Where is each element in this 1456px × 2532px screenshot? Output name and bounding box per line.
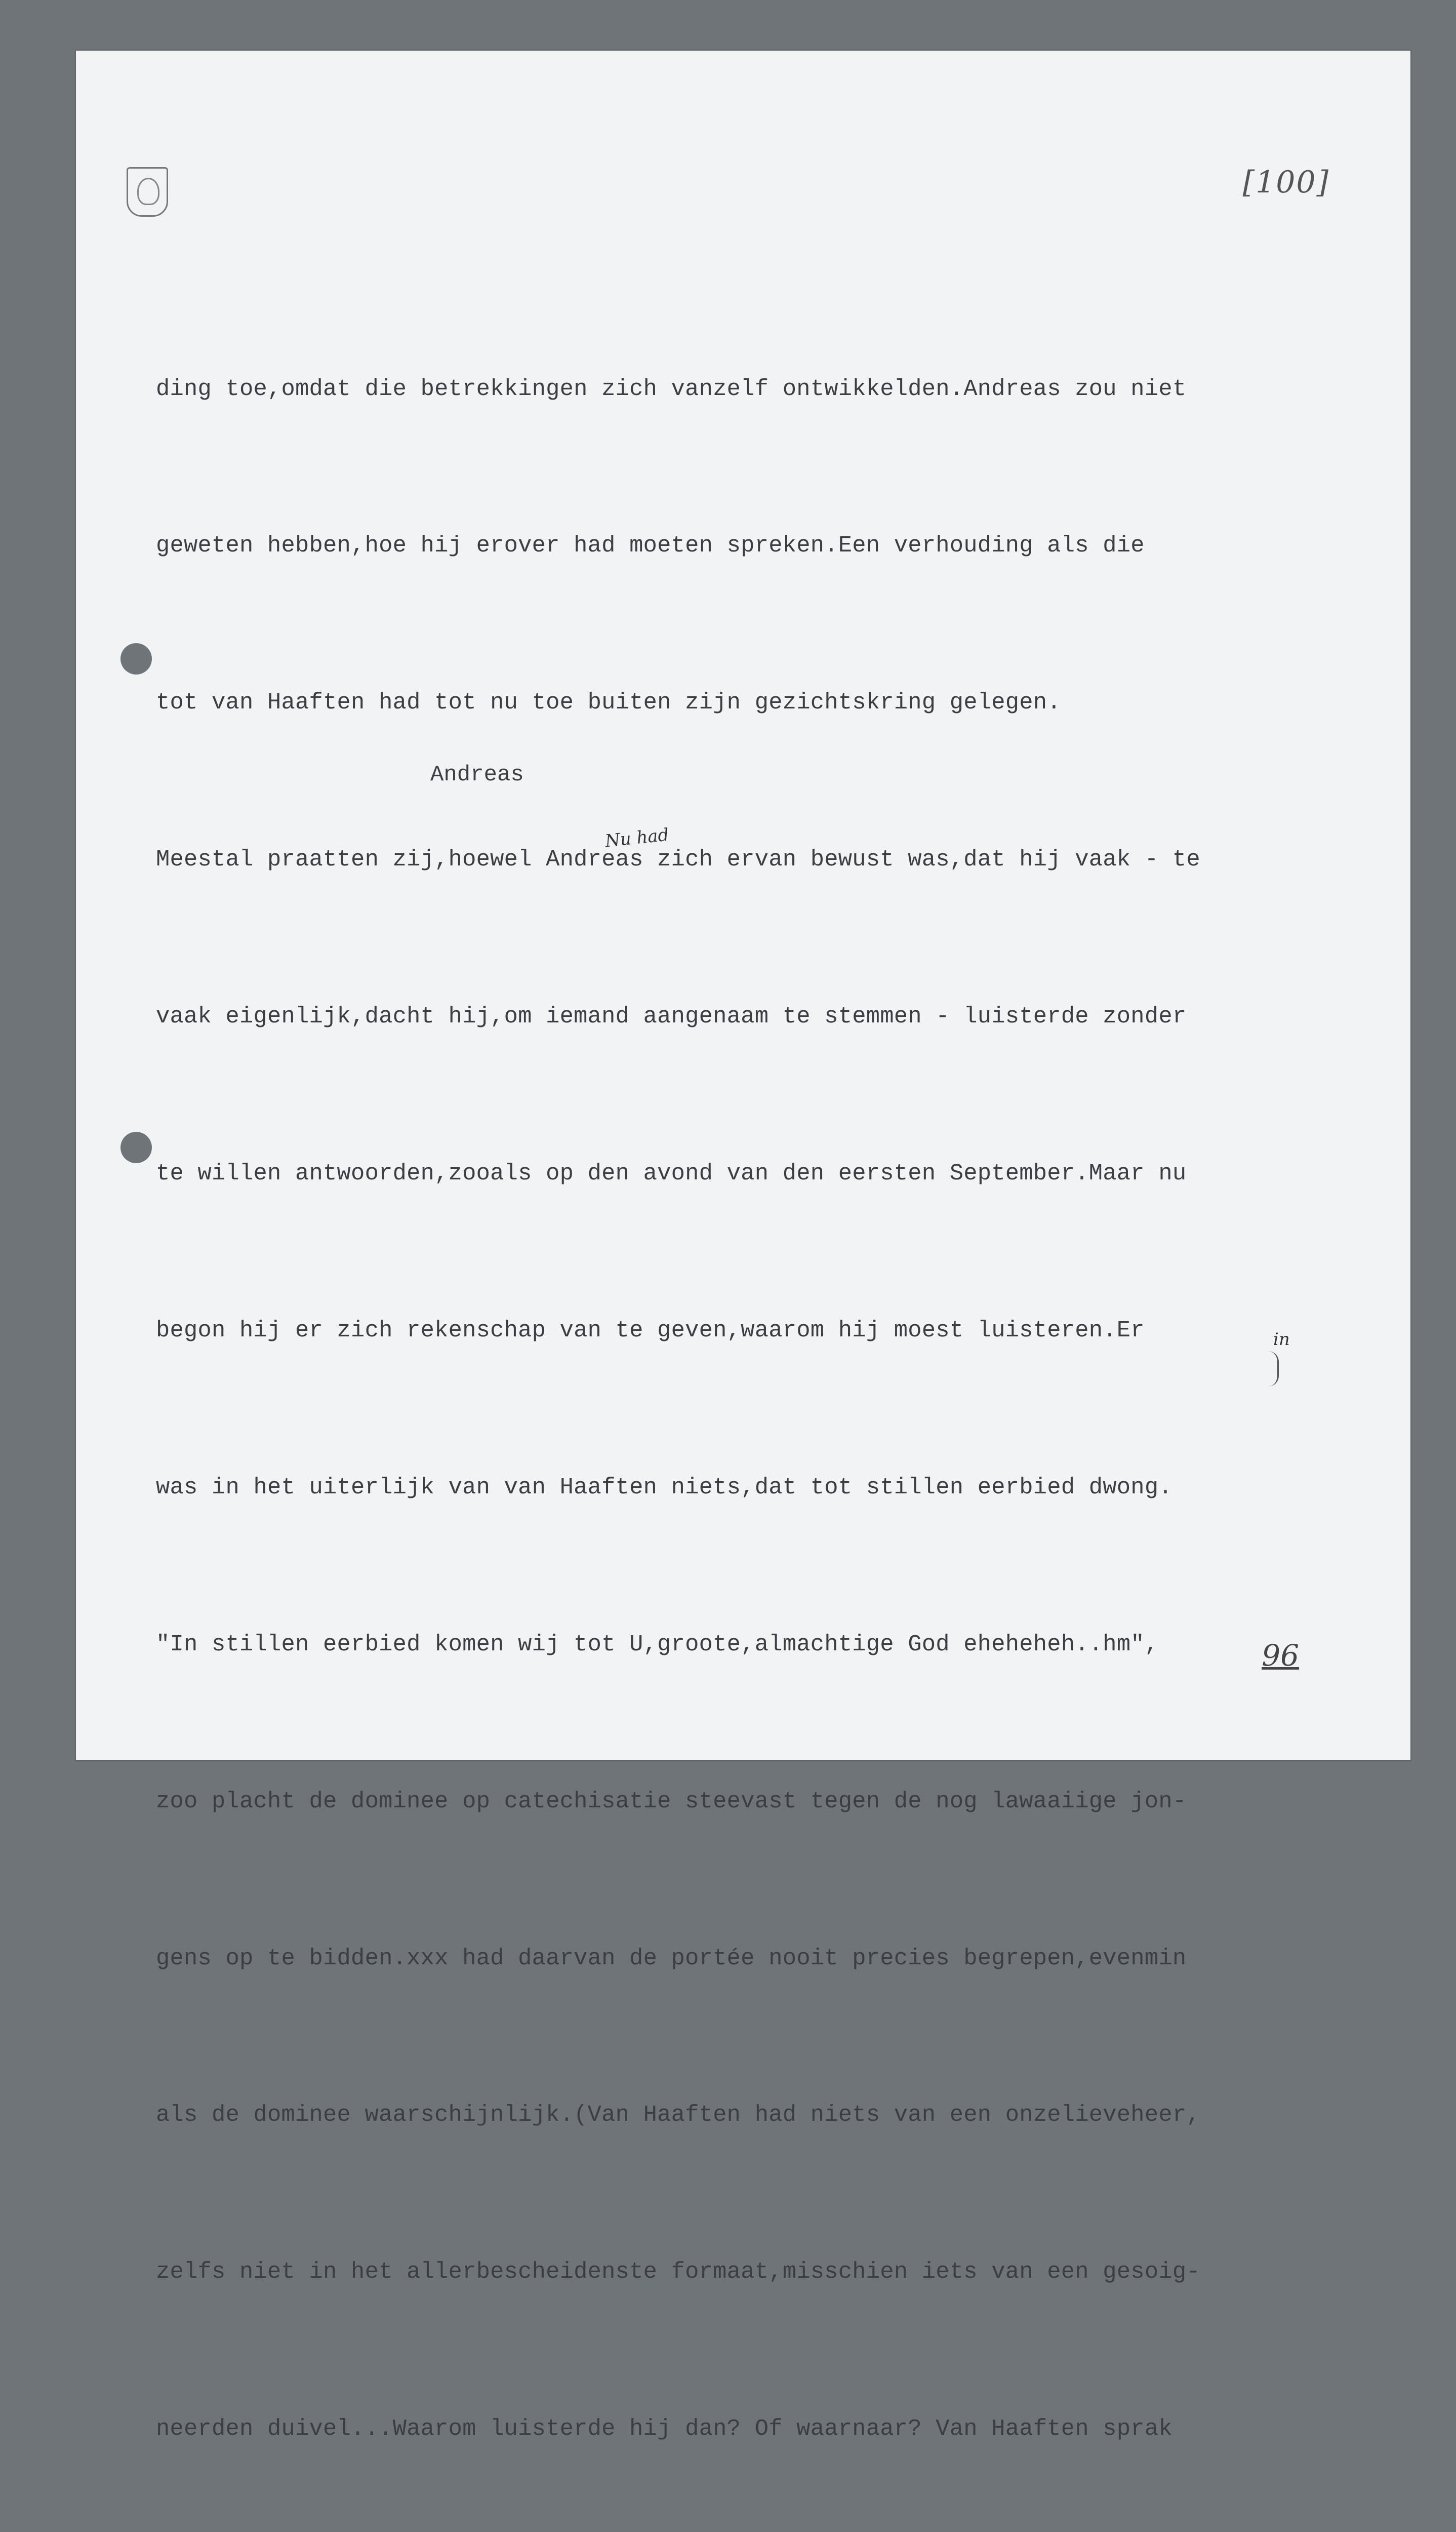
handwritten-insertion-nu-had: Nu had — [604, 824, 670, 852]
insertion-mark-icon — [1268, 1351, 1279, 1387]
archive-stamp-icon — [127, 167, 168, 217]
punch-hole-bottom — [120, 1132, 152, 1163]
text-line: zoo placht de dominee op catechisatie steevast tegen de nog lawaaiige jon- — [156, 1788, 1187, 1814]
text-line: Meestal praatten zij,hoewel Andreas zich ervan bewust was,dat hij vaak - te — [156, 846, 1200, 873]
page-number: [100] — [1242, 165, 1329, 200]
text-line: tot van Haaften had tot nu toe buiten zijn gezichtskring gelegen. — [156, 689, 1061, 716]
text-line: "In stillen eerbied komen wij tot U,groote,almachtige God eheheheh..hm", — [156, 1631, 1159, 1657]
typed-text-body — [156, 258, 1401, 2532]
text-line: begon hij er zich rekenschap van te geven,waarom hij moest luisteren.Er — [156, 1317, 1145, 1343]
text-line: als de dominee waarschijnlijk.(Van Haaften had niets van een onzelieveheer, — [156, 2102, 1200, 2128]
handwritten-insertion-in: in — [1273, 1329, 1290, 1350]
text-line: neerden duivel...Waarom luisterde hij dan? Of waarnaar? Van Haaften sprak — [156, 2416, 1172, 2442]
text-line: vaak eigenlijk,dacht hij,om iemand aangenaam te stemmen - luisterde zonder — [156, 1003, 1187, 1030]
text-line: geweten hebben,hoe hij erover had moeten spreken.Een verhouding als die — [156, 532, 1145, 559]
text-line: gens op te bidden.xxx had daarvan de portée nooit precies begrepen,evenmin — [156, 1945, 1187, 1971]
text-line: zelfs niet in het allerbescheidenste formaat,misschien iets van een gesoig- — [156, 2259, 1200, 2285]
text-line: te willen antwoorden,zooals op den avond van den eersten September.Maar nu — [156, 1160, 1187, 1187]
text-line: was in het uiterlijk van van Haaften niets,dat tot stillen eerbied dwong. — [156, 1474, 1172, 1500]
punch-hole-top — [120, 643, 152, 675]
interlinear-correction-andreas: Andreas — [430, 762, 524, 787]
text-line: ding toe,omdat die betrekkingen zich vanzelf ontwikkelden.Andreas zou niet — [156, 375, 1187, 402]
folio-number: 96 — [1262, 1638, 1299, 1673]
